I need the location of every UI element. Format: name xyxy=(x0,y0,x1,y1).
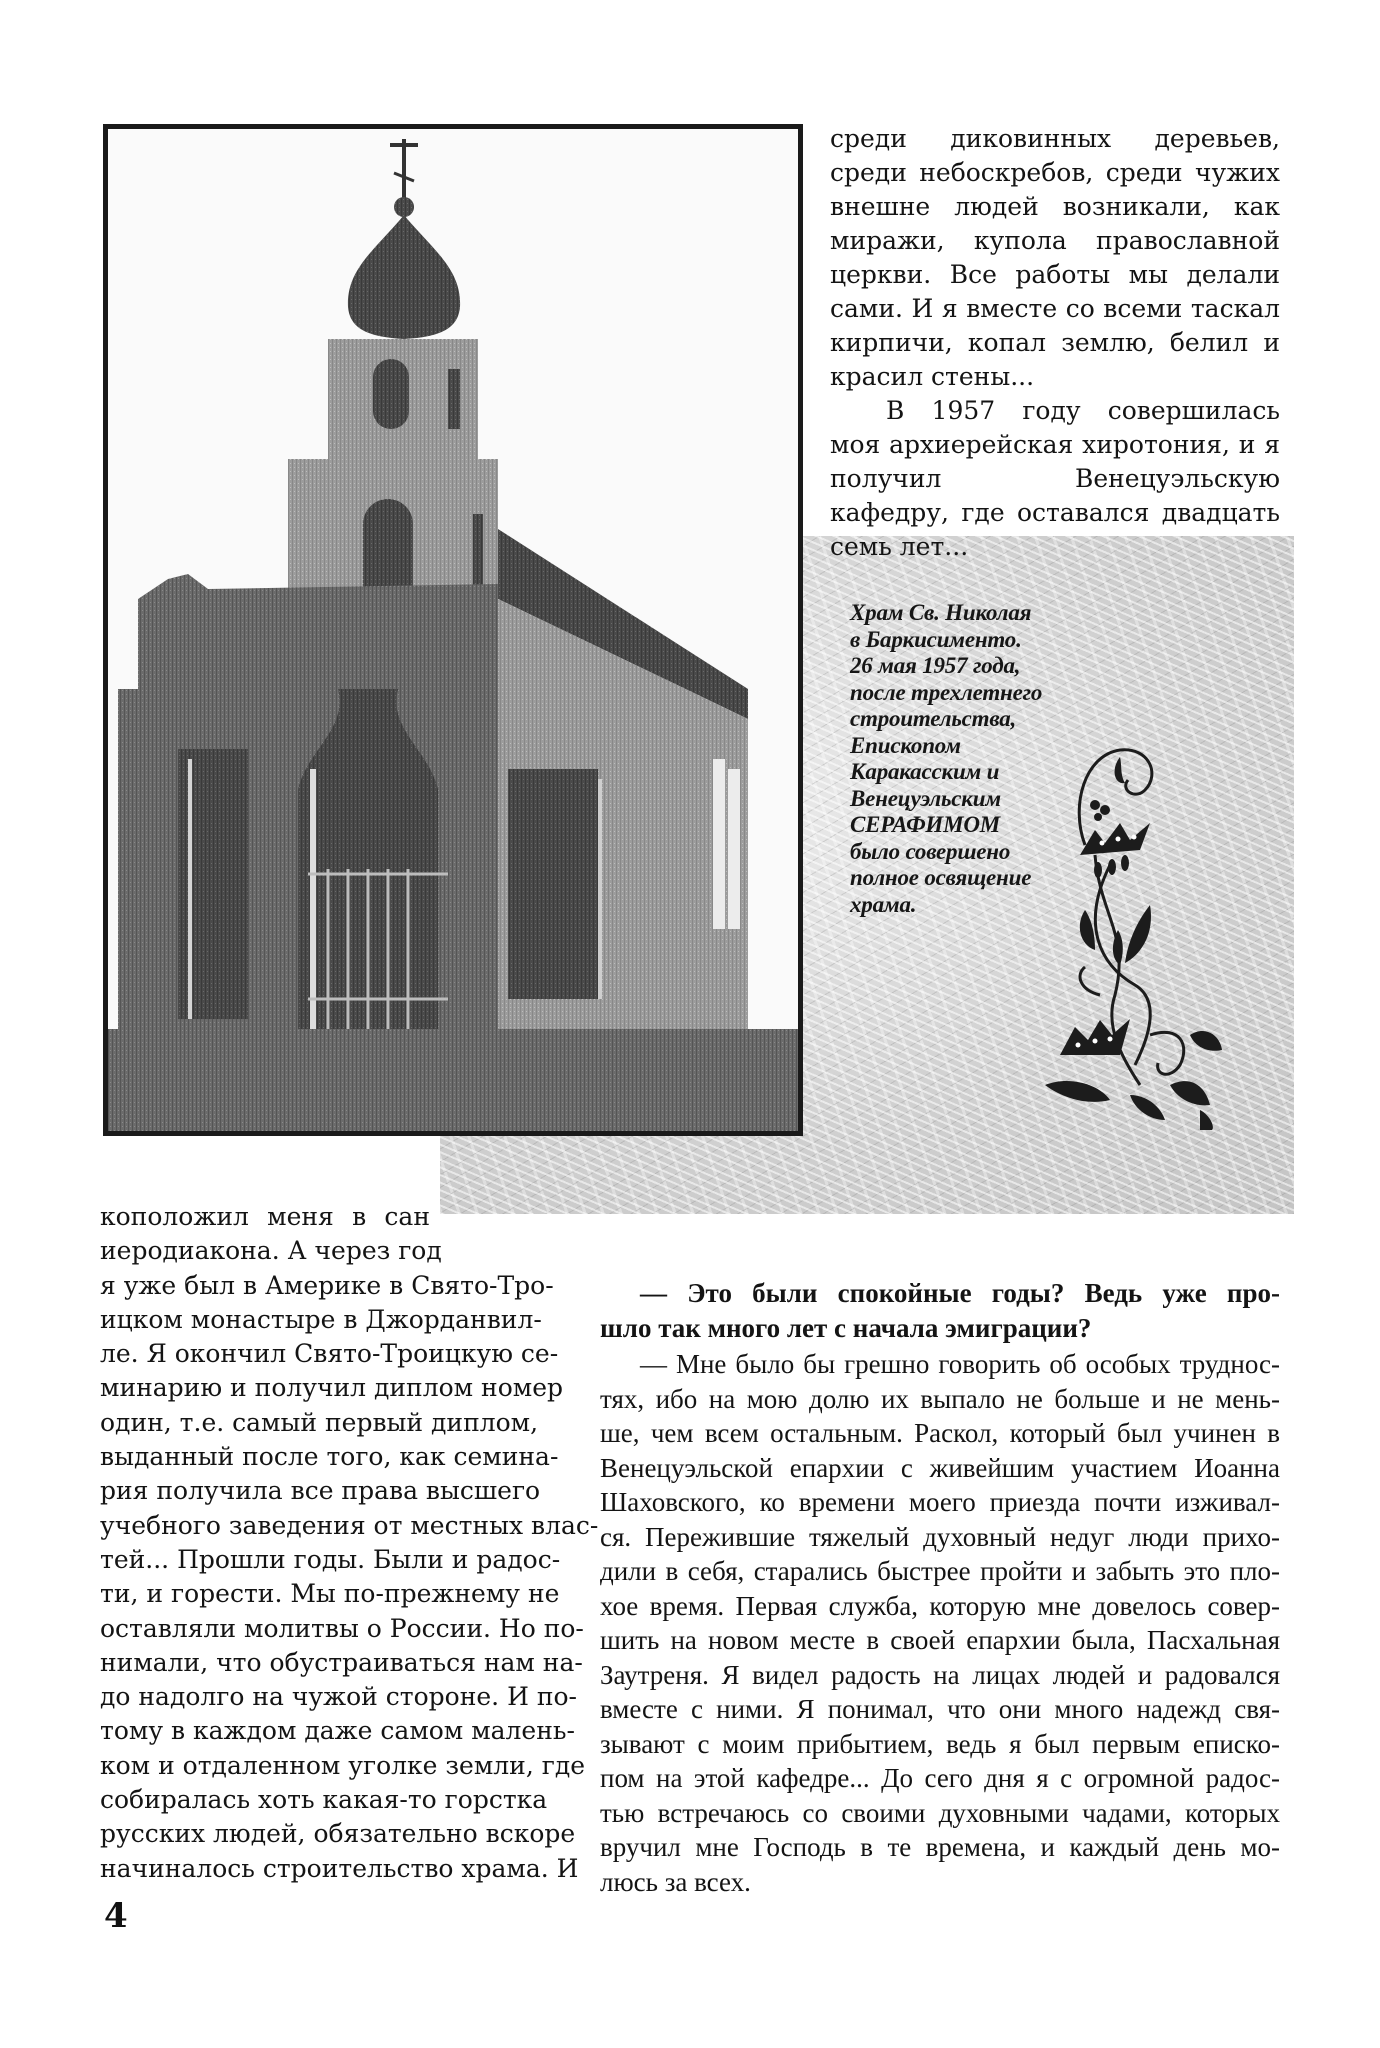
text-line: ти, и горести. Мы по-прежнему не xyxy=(100,1579,560,1609)
interview-text-column xyxy=(600,1276,1280,1899)
text-line: до надолго на чужой стороне. И по- xyxy=(100,1682,577,1712)
answer-line: тью встречаюсь со своими духовными чадами, которых xyxy=(600,1797,1280,1828)
text-line: начиналось строительство храма. И xyxy=(100,1853,579,1883)
question-line: — Это были спокойные годы? Ведь уже про- xyxy=(640,1278,1280,1308)
text-line: нимали, что обустраиваться нам на- xyxy=(100,1647,583,1677)
caption-line: Венецуэльским xyxy=(850,785,1001,811)
caption-line: строительства, xyxy=(850,706,1017,731)
answer-line: вместе с ними. Я понимал, что они много надежд свя- xyxy=(600,1694,1280,1724)
caption-line: Храм Св. Николая xyxy=(850,600,1032,625)
answer-line: — Мне было бы грешно говорить об особых труднос- xyxy=(640,1349,1280,1379)
floral-ornament-icon xyxy=(1040,735,1275,1130)
caption-line: Каракасским и xyxy=(850,759,1000,784)
text-line: учебного заведения от местных влас- xyxy=(100,1510,599,1540)
answer-line: шить на новом месте в своей епархии была, Пасхальная xyxy=(600,1625,1280,1655)
answer-line: Заутреня. Я видел радость на лицах людей и радовался xyxy=(600,1659,1280,1690)
caption-line: Епископом xyxy=(850,732,961,758)
text-line: ле. Я окончил Свято-Троицкую се- xyxy=(100,1339,559,1369)
page-number: 4 xyxy=(104,1896,128,1936)
text-line: я уже был в Америке в Свято-Тро- xyxy=(100,1270,554,1300)
text-line: собиралась хоть какая-то горстка xyxy=(100,1785,548,1815)
caption-line: после трехлетнего xyxy=(850,679,1043,705)
top-right-text-column xyxy=(830,122,1280,564)
church-illustration-icon xyxy=(108,129,798,1131)
answer-line: Венецуэльской епархии с живейшим участием Иоанна xyxy=(600,1452,1280,1483)
caption-line: храма. xyxy=(850,891,917,917)
answer-line: пом на этой кафедре... До сего дня я с огромной радос- xyxy=(600,1763,1280,1793)
text-line: русских людей, обязательно вскоре xyxy=(100,1819,576,1849)
answer-line: зывают с моим прибытием, ведь я был первым еписко- xyxy=(600,1728,1280,1759)
text-line: коположил меня в сан xyxy=(100,1202,430,1231)
answer-line: ся. Пережившие тяжелый духовный недуг люди прихо- xyxy=(600,1521,1280,1552)
answer-line: вручил мне Господь в те времена, и каждый день мо- xyxy=(600,1832,1280,1862)
text-line: оставляли молитвы о России. Но по- xyxy=(100,1613,584,1643)
caption-line: полное освящение xyxy=(850,865,1032,890)
text-line: ком и отдаленном уголке земли, где xyxy=(100,1750,586,1780)
interview-answer xyxy=(600,1347,1280,1899)
answer-line: Шаховского, ко времени моего приезда почти изживал- xyxy=(600,1487,1280,1517)
answer-line: дили в себя, старались быстрее пройти и забыть это пло- xyxy=(600,1556,1280,1586)
text-line: выданный после того, как семина- xyxy=(100,1442,559,1472)
church-photo xyxy=(103,124,803,1136)
paragraph-consecration: В 1957 году совершилась моя архиерейская хиротония, и я получил Венецуэльскую кафедру, где оставался двадцать семь лет... xyxy=(830,396,1280,561)
caption-line: было совершено xyxy=(850,838,1011,864)
answer-line: тях, ибо на мою долю их выпало не больше и не мень- xyxy=(600,1383,1280,1414)
text-line: иеродиакона. А через год xyxy=(100,1236,442,1266)
answer-line: ше, чем всем остальным. Раскол, который был учинен в xyxy=(600,1418,1280,1448)
caption-line: 26 мая 1957 года, xyxy=(850,653,1021,678)
text-line: один, т.е. самый первый диплом, xyxy=(100,1407,539,1437)
question-line: шло так много лет с начала эмиграции? xyxy=(600,1312,1092,1343)
answer-line: люсь за всех. xyxy=(600,1866,751,1897)
text-line: ицком монастыре в Джорданвил- xyxy=(100,1304,542,1334)
paragraph-construction: среди диковинных деревьев, среди небоскребов, среди чужих внешне людей возникали, как миражи, купола православной церкви. Все работы мы делали сами. И я вместе со всеми таскал кирпичи, копал землю, белил и красил стены... xyxy=(830,124,1280,391)
interview-question xyxy=(600,1276,1280,1345)
answer-line: хое время. Первая служба, которую мне довелось совер- xyxy=(600,1590,1280,1621)
left-text-column xyxy=(100,1200,599,1886)
text-line: рия получила все права высшего xyxy=(100,1476,541,1506)
text-line: минарию и получил диплом номер xyxy=(100,1373,563,1403)
caption-line: СЕРАФИМОМ xyxy=(850,812,1001,837)
text-line: тому в каждом даже самом малень- xyxy=(100,1716,575,1746)
text-line: тей... Прошли годы. Были и радос- xyxy=(100,1544,561,1574)
caption-line: в Баркисименто. xyxy=(850,626,1022,652)
